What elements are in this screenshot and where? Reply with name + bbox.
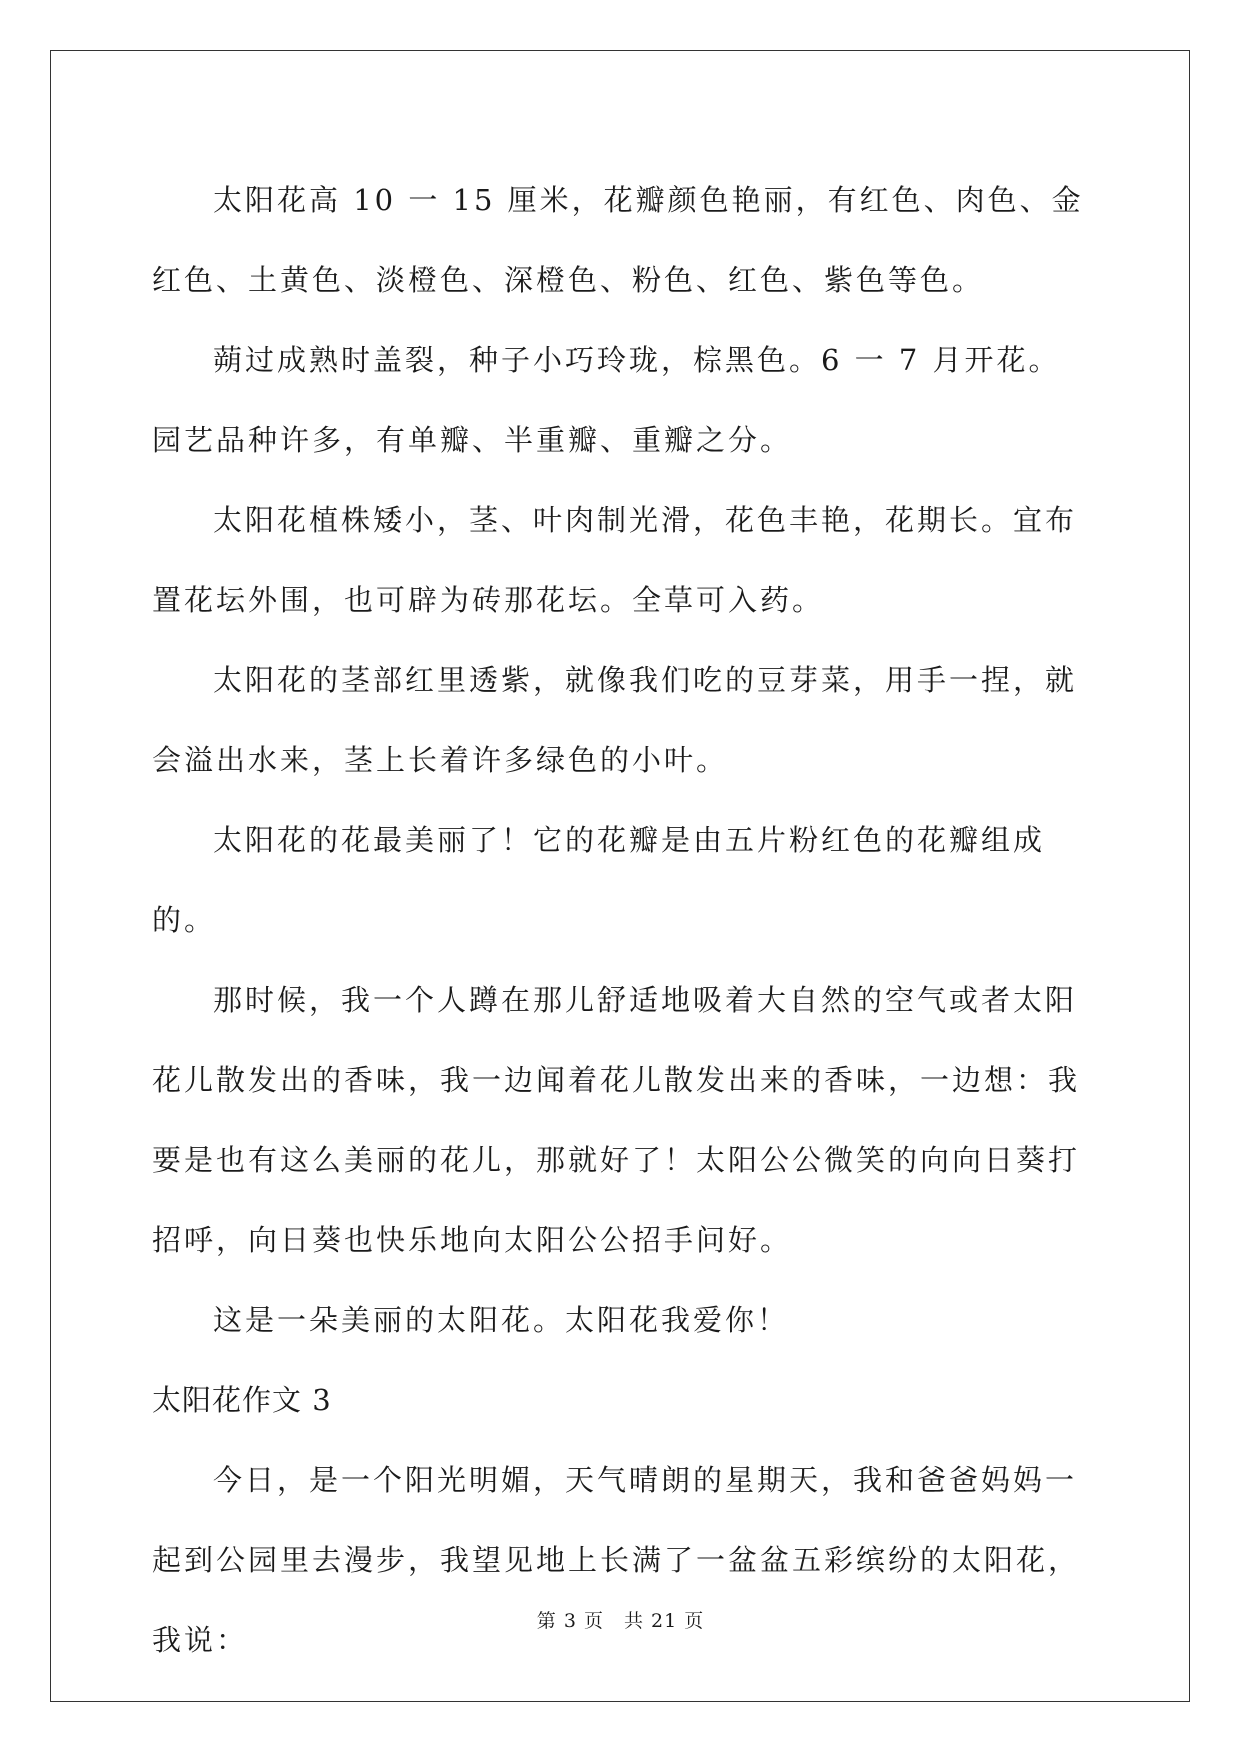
paragraph-5: 太阳花的花最美丽了！它的花瓣是由五片粉红色的花瓣组成的。 — [152, 823, 1046, 937]
paragraph-4: 太阳花的茎部红里透紫，就像我们吃的豆芽菜，用手一捏，就会溢出水来，茎上长着许多绿色的小叶。 — [152, 663, 1078, 777]
paragraph-1: 太阳花高 10 一 15 厘米，花瓣颜色艳丽，有红色、肉色、金红色、土黄色、淡橙色、深橙色、粉色、红色、紫色等色。 — [152, 183, 1084, 297]
paragraph-7: 这是一朵美丽的太阳花。太阳花我爱你！ — [213, 1303, 790, 1337]
paragraph-3: 太阳花植株矮小，茎、叶肉制光滑，花色丰艳，花期长。宜布置花坛外围，也可辟为砖那花坛。全草可入药。 — [152, 503, 1078, 617]
paragraph-2: 蒴过成熟时盖裂，种子小巧玲珑，棕黑色。6 一 7 月开花。园艺品种许多，有单瓣、半重瓣、重瓣之分。 — [152, 343, 1061, 457]
page-number-footer: 第 3 页 共 21 页 — [536, 1610, 705, 1632]
section-paragraph-1: 今日，是一个阳光明媚，天气晴朗的星期天，我和爸爸妈妈一起到公园里去漫步，我望见地上长满了一盆盆五彩缤纷的太阳花，我说： — [152, 1463, 1081, 1657]
section-heading: 太阳花作文 3 — [152, 1383, 332, 1417]
paragraph-6: 那时候，我一个人蹲在那儿舒适地吸着大自然的空气或者太阳花儿散发出的香味，我一边闻着花儿散发出来的香味，一边想：我要是也有这么美丽的花儿，那就好了！太阳公公微笑的向向日葵打招呼，向日葵也快乐地向太阳公公招手问好。 — [152, 983, 1081, 1257]
document-body — [152, 160, 1092, 1680]
